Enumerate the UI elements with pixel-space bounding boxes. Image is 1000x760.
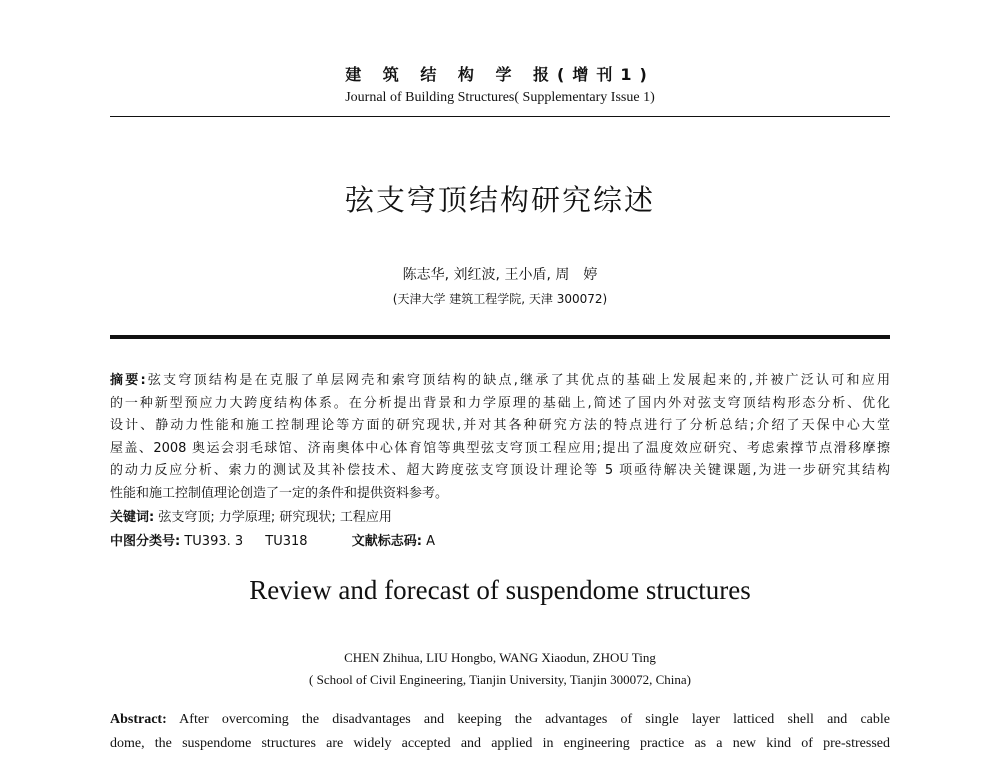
journal-name-cn: 建 筑 结 构 学 报(增刊1): [345, 65, 655, 84]
affiliation-en: ( School of Civil Engineering, Tianjin University, Tianjin 300072, China): [309, 672, 691, 687]
authors-en: CHEN Zhihua, LIU Hongbo, WANG Xiaodun, ZHOU Ting: [344, 650, 656, 665]
keywords-cn-label: 关键词:: [110, 510, 155, 525]
title-divider: [110, 335, 890, 339]
abstract-en-label: Abstract:: [110, 712, 167, 727]
affiliation-cn: (天津大学 建筑工程学院, 天津 300072): [392, 292, 608, 306]
abstract-en: [110, 708, 890, 756]
classification-code-1: TU393. 3: [184, 534, 244, 549]
header-divider: [110, 116, 890, 117]
abstract-en-line-text: After overcoming the disadvantages and keeping the advantages of single layer latticed shell and cable: [179, 712, 890, 727]
classification-label: 中图分类号:: [110, 534, 181, 549]
paper-title-cn: 弦支穹顶结构研究综述: [344, 183, 655, 217]
abstract-cn-line: 屋盖、2008 奥运会羽毛球馆、济南奥体中心体育馆等典型弦支穹顶工程应用;提出了温度效应研究、考虑索撑节点滑移摩擦: [110, 440, 890, 456]
doc-code-label: 文献标志码:: [351, 534, 422, 549]
classification-code-2: TU318: [265, 534, 308, 549]
abstract-cn-label: 摘要:: [110, 373, 146, 388]
abstract-cn-line: [110, 370, 890, 393]
abstract-en-line: [110, 708, 890, 732]
keywords-cn-text: 弦支穹顶; 力学原理; 研究现状; 工程应用: [158, 510, 392, 525]
abstract-cn-line-text: 弦支穹顶结构是在克服了单层网壳和索穹顶结构的缺点,继承了其优点的基础上发展起来的,并被广泛认可和应用: [145, 373, 891, 388]
doc-code: A: [426, 534, 435, 549]
classification-line: [110, 530, 890, 549]
abstract-en-line: dome, the suspendome structures are widely accepted and applied in engineering practice as a new kind of pre-stressed: [110, 736, 890, 751]
abstract-cn-line: 性能和施工控制值理论创造了一定的条件和提供资料参考。: [110, 485, 449, 501]
abstract-cn-line: 的一种新型预应力大跨度结构体系。在分析提出背景和力学原理的基础上,简述了国内外对弦支穹顶结构形态分析、优化: [110, 395, 890, 411]
paper-title-en: Review and forecast of suspendome structures: [249, 575, 751, 605]
journal-name-en: Journal of Building Structures( Supplementary Issue 1): [345, 90, 655, 105]
authors-cn: 陈志华, 刘红波, 王小盾, 周 婷: [402, 267, 598, 283]
abstract-cn: [110, 370, 890, 506]
abstract-cn-line: 设计、静动力性能和施工控制理论等方面的研究现状,并对其各种研究方法的特点进行了分析总结;介绍了天保中心大堂: [110, 418, 890, 434]
abstract-cn-line: 的动力反应分析、索力的测试及其补偿技术、超大跨度弦支穹顶设计理论等 5 项亟待解决关键课题,为进一步研究其结构: [110, 463, 890, 479]
keywords-cn: [110, 506, 890, 525]
